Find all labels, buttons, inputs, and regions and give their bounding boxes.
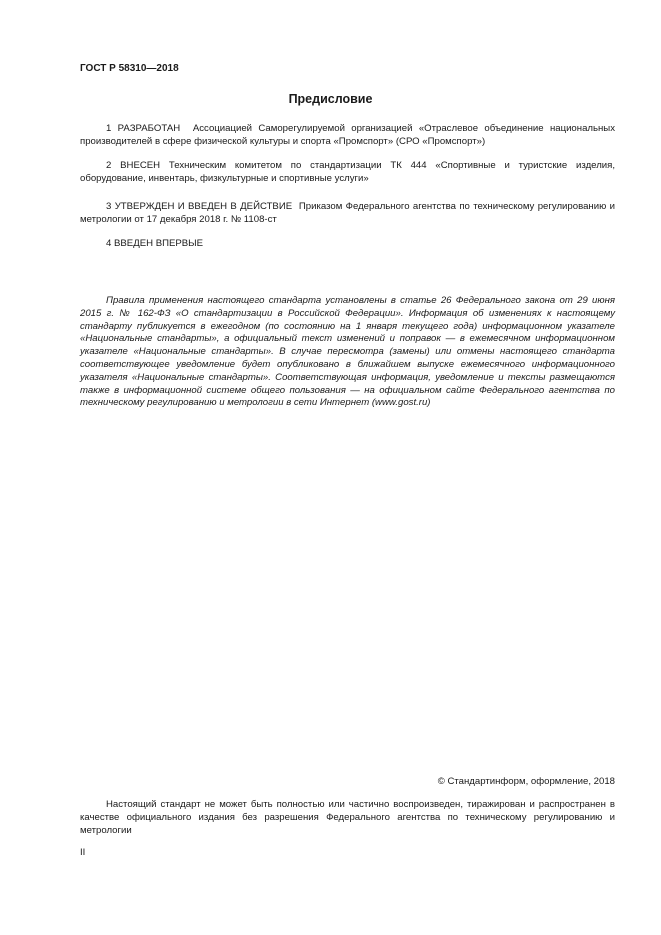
preface-item-introduced	[80, 160, 615, 186]
item-text: Ассоциацией Саморегулируемой организацией «Отраслевое объединение национальных производителей в сфере физической культуры и спорта «Промспорт» (СРО «Промспорт»)	[80, 123, 615, 147]
item-lead: 2 ВНЕСЕН	[106, 160, 161, 171]
item-lead: 1 РАЗРАБОТАН	[106, 123, 181, 134]
application-notice: Правила применения настоящего стандарта установлены в статье 26 Федерального закона от 29 июня 2015 г. № 162-ФЗ «О стандартизации в Российской Федерации». Информация об изменениях к настоящему стандарту публикуется в ежегодном (по состоянию на 1 января текущего года) информационном указателе «Национальные стандарты», а официальный текст изменений и поправок — в ежемесячном информационном указателе «Национальные стандарты». В случае пересмотра (замены) или отмены настоящего стандарта соответствующее уведомление будет опубликовано в ближайшем выпуске ежемесячного информационного указателя «Национальные стандарты». Соответствующая информация, уведомление и тексты размещаются также в информационной системе общего пользования — на официальном сайте Федерального агентства по техническому регулированию и метрологии в сети Интернет (www.gost.ru)	[80, 295, 615, 409]
preface-item-first-introduced	[80, 238, 615, 251]
item-lead: 4 ВВЕДЕН ВПЕРВЫЕ	[106, 238, 204, 249]
preface-item-developed	[80, 123, 615, 149]
item-text: Приказом Федерального агентства по техническому регулированию и метрологии от 17 декабря 2018 г. № 1108-ст	[80, 201, 615, 225]
page-number: II	[80, 847, 86, 858]
reproduction-notice: Настоящий стандарт не может быть полностью или частично воспроизведен, тиражирован и распространен в качестве официального издания без разрешения Федерального агентства по техническому регулированию и метрологии	[80, 799, 615, 836]
document-code: ГОСТ Р 58310—2018	[80, 63, 179, 74]
preface-title: Предисловие	[288, 92, 373, 106]
item-text: Техническим комитетом по стандартизации ТК 444 «Спортивные и туристские изделия, оборудование, инвентарь, физкультурные и спортивные услуги»	[80, 160, 616, 184]
item-lead: 3 УТВЕРЖДЕН И ВВЕДЕН В ДЕЙСТВИЕ	[106, 201, 293, 212]
preface-item-approved	[80, 201, 615, 227]
copyright-line: © Стандартинформ, оформление, 2018	[437, 776, 615, 787]
